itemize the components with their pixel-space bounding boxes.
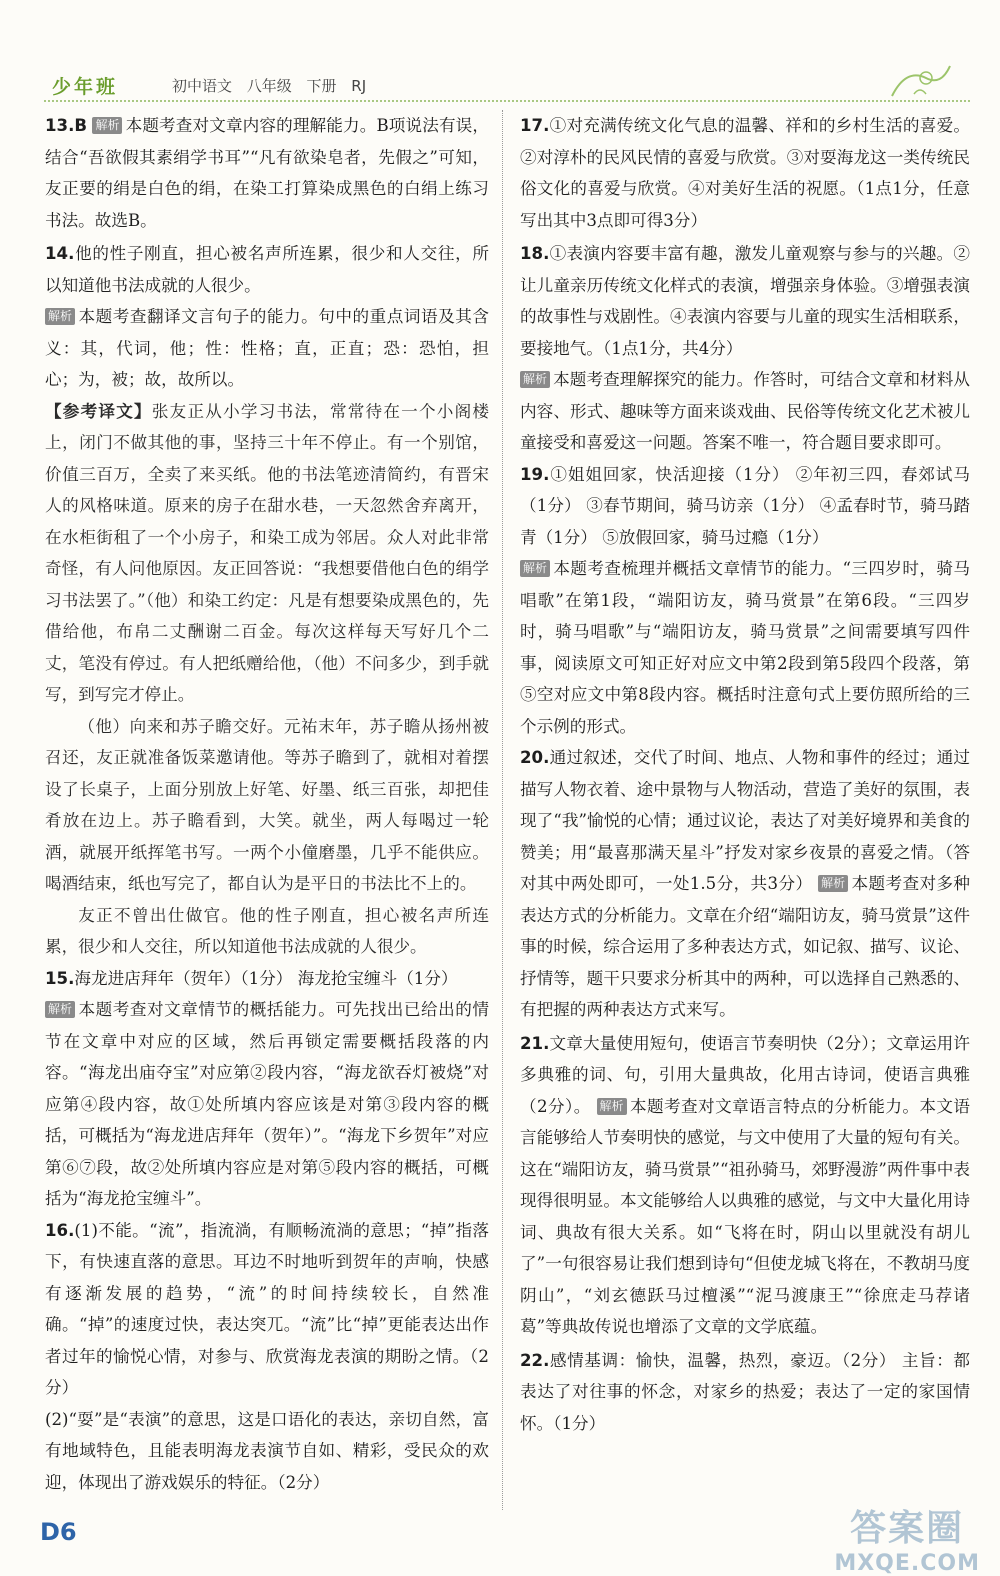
left-column	[45, 110, 489, 1515]
answer-text: 文章大量使用短句，使语言节奏明快（2分）；文章运用许多典雅的词、句，引用大量典故，化用古诗词，使语言典雅（2分）。	[520, 1033, 970, 1116]
answer-text: ①对充满传统文化气息的温馨、祥和的乡村生活的喜爱。②对淳朴的民风民情的喜爱与欣赏。③对耍海龙这一类传统民俗文化的喜爱与欣赏。④对美好生活的祝愿。（1点1分，任意写出其中3点即可得3分）	[520, 116, 970, 230]
analysis-text: 本题考查梳理并概括文章情节的能力。“三四岁时，骑马唱歌”在第1段，“端阳访友，骑马赏景”在第6段。“三四岁时，骑马唱歌”与“端阳访友，骑马赏景”之间需要填写四件事，阅读原文可知正好对应文中第2段到第5段四个段落，第⑤空对应文中第8段内容。概括时注意句式上要仿照所给的三个示例的形式。	[520, 559, 970, 736]
analysis-badge: 解析	[45, 308, 75, 325]
answer-17	[520, 110, 970, 236]
watermark-url: MXQE.COM	[834, 1551, 980, 1576]
decoration-icon	[886, 58, 956, 102]
analysis-15	[45, 994, 489, 1215]
question-number: 14.	[45, 244, 75, 263]
answer-text: ①表演内容要丰富有趣，激发儿童观察与参与的兴趣。②让儿童亲历传统文化样式的表演，增强亲身体验。③增强表演的故事性与戏剧性。④表演内容要与儿童的现实生活相联系，要接地气。（1点1分，共4分）	[520, 244, 970, 358]
analysis-badge: 解析	[520, 371, 550, 388]
page-number: D6	[40, 1518, 77, 1546]
answer-text: 本题考查对文章内容的理解能力。B项说法有误，结合“吾欲假其素绢学书耳”“凡有欲染皂者，先假之”可知，友正要的绢是白色的绢，在染工打算染成黑色的白绢上练习书法。故选B。	[45, 116, 489, 230]
analysis-badge: 解析	[818, 875, 848, 892]
header-rule	[44, 100, 970, 102]
analysis-text: 本题考查对多种表达方式的分析能力。文章在介绍“端阳访友，骑马赏景”这件事的时候，综合运用了多种表达方式，如记叙、描写、议论、抒情等，题干只要求分析其中的两种，可以选择自己熟悉的、有把握的两种表达方式来写。	[520, 874, 970, 1019]
answer-text: (1)不能。“流”，指流淌，有顺畅流淌的意思；“掉”指落下，有快速直落的意思。耳边不时地听到贺年的声响，快感有逐渐发展的趋势，“流”的时间持续较长，自然准确。“掉”的速度过快，表达突兀。“流”比“掉”更能表达出作者过年的愉悦心情，对参与、欣赏海龙表演的期盼之情。（2分）	[45, 1220, 489, 1397]
question-number: 22.	[520, 1350, 550, 1370]
translation-label: 【参考译文】	[45, 401, 152, 421]
analysis-badge: 解析	[597, 1098, 627, 1115]
answer-text: ①姐姐回家，快活迎接（1分） ②年初三四，春郊试马（1分） ③春节期间，骑马访亲（1分） ④孟春时节，骑马踏青（1分） ⑤放假回家，骑马过瘾（1分）	[520, 464, 970, 547]
translation-2: （他）向来和苏子瞻交好。元祐末年，苏子瞻从扬州被召还，友正就准备饭菜邀请他。等苏子瞻到了，就相对着摆设了长桌子，上面分别放上好笔、好墨、纸三百张，却把佳肴放在边上。苏子瞻看到，大笑。就坐，两人每喝过一轮酒，就展开纸挥笔书写。一两个小僮磨墨，几乎不能供应。喝酒结束，纸也写完了，都自认为是平日的书法比不上的。	[45, 716, 489, 893]
analysis-text: 本题考查对文章情节的概括能力。可先找出已给出的情节在文章中对应的区域，然后再锁定需要概括段落的内容。“海龙出庙夺宝”对应第②段内容，“海龙欲吞灯被烧”对应第④段内容，故①处所填内容应该是对第③段内容的概括，可概括为“海龙进店拜年（贺年）”。“海龙下乡贺年”对应第⑥⑦段，故②处所填内容应是对第⑤段内容的概括，可概括为“海龙抢宝缠斗”。	[45, 1000, 489, 1208]
analysis-18	[520, 364, 970, 459]
answer-16	[45, 1215, 489, 1404]
page-header	[30, 66, 970, 106]
question-number: 17.	[520, 116, 550, 135]
analysis-14	[45, 301, 489, 396]
answer-21	[520, 1028, 970, 1343]
analysis-badge: 解析	[92, 117, 122, 134]
answer-text: 他的性子刚直，担心被名声所连累，很少和人交往，所以知道他书法成就的人很少。	[45, 244, 489, 295]
translation-1	[45, 396, 489, 711]
answer-text: 海龙进店拜年（贺年）（1分） 海龙抢宝缠斗（1分）	[74, 968, 458, 988]
question-number: 19.	[520, 464, 550, 484]
answer-text: 通过叙述，交代了时间、地点、人物和事件的经过；通过描写人物衣着、途中景物与人物活动，营造了美好的氛围，表现了“我”愉悦的心情；通过议论，表达了对美好境界和美食的赞美；用“最喜那满天星斗”抒发对家乡夜景的喜爱之情。（答对其中两处即可，一处1.5分，共3分）	[520, 748, 970, 893]
analysis-badge: 解析	[520, 560, 550, 577]
analysis-badge: 解析	[45, 1001, 75, 1018]
right-column	[520, 110, 970, 1515]
analysis-text: 本题考查翻译文言句子的能力。句中的重点词语及其含义：其，代词，他；性：性格；直，正直；恐：恐怕，担心；为，被；故，故所以。	[45, 307, 489, 389]
question-number: 20.	[520, 748, 550, 767]
question-number: 13.B	[45, 116, 88, 135]
answer-20	[520, 742, 970, 1026]
header-meta: 初中语文 八年级 下册 RJ	[172, 77, 367, 95]
answer-19	[520, 459, 970, 554]
analysis-text: 本题考查对文章语言特点的分析能力。本文语言能够给人节奏明快的感觉，与文中使用了大量的短句有关。这在“端阳访友，骑马赏景”“祖孙骑马，郊野漫游”两件事中表现得很明显。本文能够给人以典雅的感觉，与文中大量化用诗词、典故有很大关系。如“飞将在时，阴山以里就没有胡儿了”一句很容易让我们想到诗句“但使龙城飞将在，不教胡马度阴山”，“刘玄德跃马过檀溪”“泥马渡康王”“徐庶走马荐诸葛”等典故传说也增添了文章的文学底蕴。	[520, 1096, 970, 1336]
question-number: 21.	[520, 1033, 550, 1053]
analysis-19	[520, 553, 970, 742]
answer-22	[520, 1345, 970, 1440]
column-divider	[502, 110, 503, 1510]
answer-15	[45, 963, 489, 995]
watermark	[834, 1500, 980, 1576]
answer-text: 感情基调：愉快，温馨，热烈，豪迈。（2分） 主旨：都表达了对往事的怀念，对家乡的热爱；表达了一定的家国情怀。（1分）	[520, 1350, 970, 1433]
answer-16-part2: (2)“耍”是“表演”的意思，这是口语化的表达，亲切自然，富有地域特色，且能表明海龙表演节自如、精彩，受民众的欢迎，体现出了游戏娱乐的特征。（2分）	[45, 1409, 489, 1492]
answer-14	[45, 238, 489, 301]
question-number: 16.	[45, 1220, 75, 1240]
brand-logo: 少年班	[52, 76, 119, 98]
watermark-logo: 答案圈	[850, 1508, 965, 1549]
translation-3: 友正不曾出仕做官。他的性子刚直，担心被名声所连累，很少和人交往，所以知道他书法成就的人很少。	[45, 905, 489, 956]
analysis-text: 本题考查理解探究的能力。作答时，可结合文章和材料从内容、形式、趣味等方面来谈戏曲、民俗等传统文化艺术被儿童接受和喜爱这一问题。答案不唯一，符合题目要求即可。	[520, 370, 970, 452]
answer-13	[45, 110, 489, 236]
question-number: 18.	[520, 244, 550, 263]
question-number: 15.	[45, 968, 75, 988]
translation-text: 张友正从小学习书法，常常待在一个小阁楼上，闭门不做其他的事，坚持三十年不停止。有一个别馆，价值三百万，全卖了来买纸。他的书法笔迹清简约，有晋宋人的风格味道。原来的房子在甜水巷，一天忽然舍弃离开，在水柜街租了一个小房子，和染工成为邻居。众人对此非常奇怪，有人问他原因。友正回答说：“我想要借他白色的绢学习书法罢了。”（他）和染工约定：凡是有想要染成黑色的，先借给他，布帛二丈酬谢二百金。每次这样每天写好几个二丈，笔没有停过。有人把纸赠给他，（他）不问多少，到手就写，到写完才停止。	[45, 401, 489, 704]
answer-18	[520, 238, 970, 364]
